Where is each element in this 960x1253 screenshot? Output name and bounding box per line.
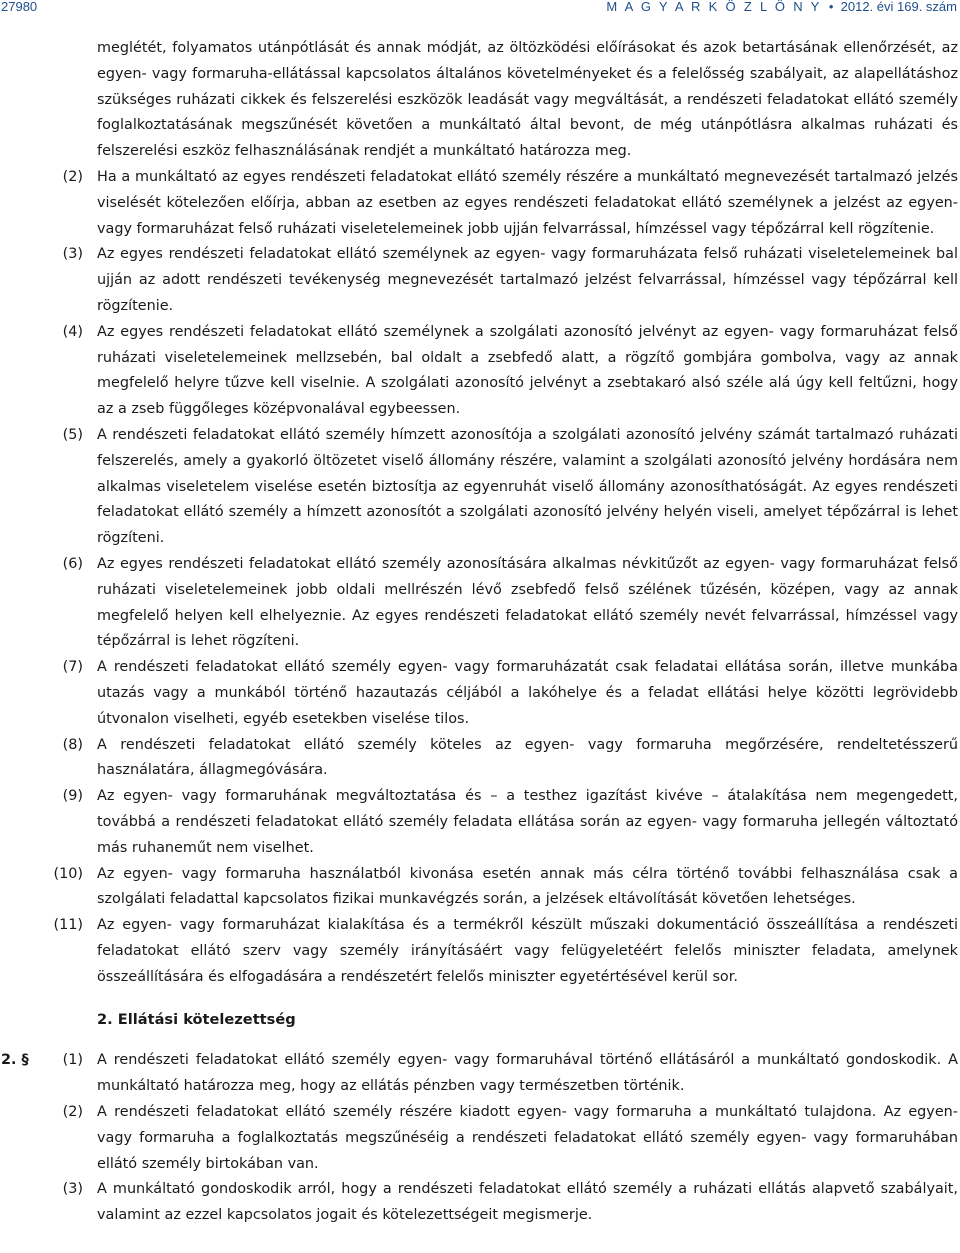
- section-paragraph-3: [0, 1177, 958, 1229]
- paragraph-number: (5): [62, 426, 83, 443]
- paragraph-3: [0, 242, 958, 319]
- paragraph-2: [0, 165, 958, 242]
- paragraph-text: A rendészeti feladatokat ellátó személy egyen- vagy formaruházatát csak feladatai ellátása során, illetve munkába utazás vagy a munkából történő hazautazás céljából a lakóhelye és a feladat ellátási helye közötti legrövidebb útvonalon viselheti, egyéb esetekben viselése tilos.: [97, 659, 958, 727]
- paragraph-7: [0, 655, 958, 732]
- paragraph-number: (4): [62, 323, 83, 340]
- paragraph-number: (3): [62, 246, 83, 263]
- paragraph-text: A rendészeti feladatokat ellátó személy köteles az egyen- vagy formaruha megőrzésére, rendeltetésszerű használatára, állagmegóvására.: [97, 736, 958, 779]
- gazette-title: M A G Y A R K Ö Z L Ö N Y: [606, 0, 822, 14]
- paragraph-text: A rendészeti feladatokat ellátó személy egyen- vagy formaruhával történő ellátásáról a munkáltató gondoskodik. A munkáltató határozza meg, hogy az ellátás pénzben vagy természetben történik.: [97, 1052, 958, 1095]
- page-header: [0, 0, 960, 14]
- paragraph-text: A munkáltató gondoskodik arról, hogy a rendészeti feladatokat ellátó személy a ruházati ellátás alapvető szabályait, valamint az ezzel kapcsolatos jogait és kötelezettségeit megismerje.: [97, 1181, 958, 1224]
- header-bullet: •: [828, 0, 834, 14]
- paragraph-number: (3): [62, 1181, 83, 1198]
- paragraph-5: [0, 423, 958, 552]
- paragraph-text: Az egyen- vagy formaruházat kialakítása és a termékről készült műszaki dokumentáció összeállítása a rendészeti feladatokat ellátó szerv vagy személy irányításáért vagy felügyeletéért felelős miniszter feladata, amelynek összeállítására és elfogadására a rendészetért felelős miniszter egyetértésével kerül sor.: [97, 917, 958, 985]
- paragraph-text: meglétét, folyamatos utánpótlását és annak módját, az öltözködési előírásokat és azok betartásának ellenőrzését, az egyen- vagy formaruha-ellátással kapcsolatos általános követelményeket és a felelősség szabályait, az alapellátáshoz szükséges ruházati cikkek és felszerelési eszközök leadását vagy megváltását, a rendészeti feladatokat ellátó személy foglalkoztatásának megszűnését követően a munkáltató által bevont, de még utánpótlásra alkalmas ruházati és felszerelési eszköz felhasználásának rendjét a munkáltató határozza meg.: [97, 40, 958, 160]
- paragraph-text: Az egyen- vagy formaruhának megváltoztatása és – a testhez igazítást kivéve – átalakítása nem megengedett, továbbá a rendészeti feladatokat ellátó személy feladata ellátása során az egyen- vagy formaruha jellegén változtató más ruhaneműt nem viselhet.: [97, 788, 958, 856]
- gazette-info: [606, 0, 957, 14]
- paragraph-text: Ha a munkáltató az egyes rendészeti feladatokat ellátó személy részére a munkáltató megnevezését tartalmazó jelzés viselését kötelezően előírja, abban az esetben az egyes rendészeti feladatokat ellátó személynek a jelzést az egyen- vagy formaruházat felső ruházati viseletelemeinek jobb ujján felvarrással, hímzéssel vagy tépőzárral kell rögzítenie.: [97, 168, 958, 237]
- paragraph-10: [0, 862, 958, 914]
- paragraph-6: [0, 552, 958, 655]
- page-number: 27980: [1, 0, 38, 14]
- paragraph-11: [0, 913, 958, 990]
- paragraph-number: (2): [62, 1104, 83, 1121]
- paragraph-text: A rendészeti feladatokat ellátó személy hímzett azonosítója a szolgálati azonosító jelvény számát tartalmazó ruházati felszerelés, amely a gyakorló öltözetet viselő állomány részére, valamint a szolgálati azonosító jelvény hordására nem alkalmas viseletelem viselése esetén biztosítja az egyenruhát viselő állomány azonosíthatóságát. Az egyes rendészeti feladatokat ellátó személy a hímzett azonosítót a szolgálati azonosító jelvény helyén viseli, amelyet tépőzárral is lehet rögzíteni.: [97, 426, 958, 547]
- paragraph-number: (2): [62, 168, 83, 185]
- issue-number: 2012. évi 169. szám: [840, 0, 957, 14]
- paragraph-text: Az egyes rendészeti feladatokat ellátó személy azonosítására alkalmas névkitűzőt az egyen- vagy formaruházat felső ruházati viseletelemeinek jobb oldali mellrészén lévő zsebfedő felső szélének tűzésén, középen, vagy az annak megfelelő helyen kell elhelyeznie. Az egyes rendészeti feladatokat ellátó személy nevét felvarrással, hímzéssel vagy tépőzárral is lehet rögzíteni.: [97, 555, 958, 650]
- paragraph-number: (1): [62, 1052, 83, 1069]
- paragraph-9: [0, 784, 958, 861]
- paragraph-number: (10): [53, 865, 83, 882]
- paragraph-number: (9): [62, 788, 83, 805]
- document-body: [0, 36, 960, 1229]
- paragraph-text: Az egyen- vagy formaruha használatból kivonása esetén annak más célra történő további felhasználása csak a szolgálati feladattal kapcsolatos fizikai munkavégzés során, a jelzések eltávolítását követően lehetséges.: [97, 865, 958, 908]
- paragraph-number: (11): [53, 917, 83, 934]
- section-paragraph-1: [0, 1048, 958, 1100]
- paragraph-8: [0, 733, 958, 785]
- paragraph-text: Az egyes rendészeti feladatokat ellátó személynek a szolgálati azonosító jelvényt az egyen- vagy formaruházat felső ruházati viseletelemeinek mellzsebén, bal oldalt a zsebfedő alatt, a rögzítő gombjára gombolva, vagy az annak megfelelő helyre tűzve kell viselnie. A szolgálati azonosító jelvényt a zsebtakaró alsó széle alá úgy kell feltűzni, hogy az a zseb függőleges középvonalával egybeessen.: [97, 323, 958, 418]
- paragraph-continued: [0, 36, 958, 165]
- section-number: 2. §: [1, 1052, 29, 1069]
- paragraph-number: (6): [62, 555, 83, 572]
- section-heading: 2. Ellátási kötelezettség: [97, 1011, 296, 1029]
- paragraph-text: A rendészeti feladatokat ellátó személy részére kiadott egyen- vagy formaruha a munkáltató tulajdona. Az egyen- vagy formaruha a foglalkoztatás megszűnéséig a rendészeti feladatokat ellátó személy egyen- vagy formaruhában ellátó személy birtokában van.: [97, 1104, 958, 1172]
- paragraph-4: [0, 320, 958, 423]
- paragraph-text: Az egyes rendészeti feladatokat ellátó személynek az egyen- vagy formaruházata felső ruházati viseletelemeinek bal ujján az adott rendészeti tevékenység megnevezését tartalmazó jelzést felvarrással, hímzéssel vagy tépőzárral kell rögzítenie.: [97, 246, 958, 314]
- paragraph-number: (8): [62, 736, 83, 753]
- paragraph-number: (7): [62, 659, 83, 676]
- section-paragraph-2: [0, 1100, 958, 1177]
